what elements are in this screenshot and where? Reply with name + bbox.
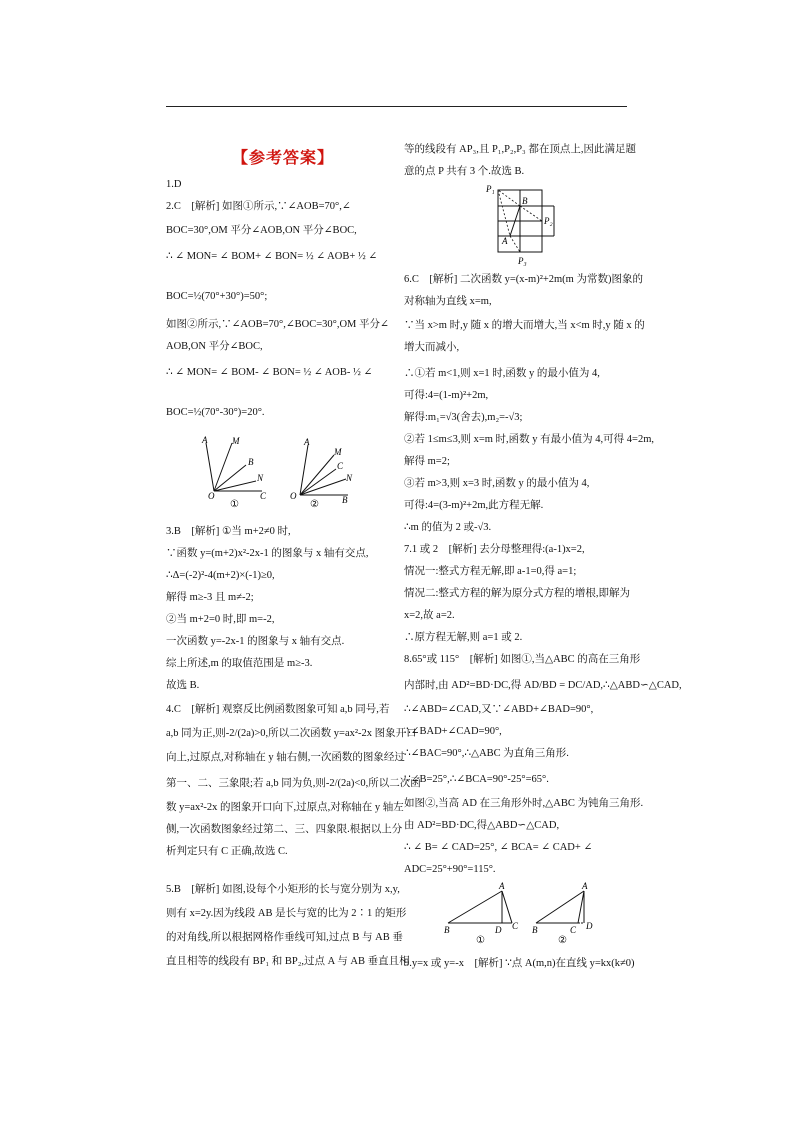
label-C: C (260, 491, 267, 501)
grid-figure (482, 184, 564, 271)
text-line: ∴ ∠ MON= ∠ BOM- ∠ BON= ½ ∠ AOB- ½ ∠ (166, 367, 373, 378)
text-line: AOB,ON 平分∠BOC, (166, 341, 263, 352)
text-line: ADC=25°+90°=115°. (404, 864, 496, 875)
angle-figure-1 (202, 435, 272, 512)
text-line: 情况一:整式方程无解,即 a-1=0,得 a=1; (404, 566, 577, 577)
text-line: 6.C [解析] 二次函数 y=(x-m)²+2m(m 为常数)图象的 (404, 274, 643, 285)
text-line: BOC=½(70°-30°)=20°. (166, 407, 265, 418)
text-line: 解得 m=2; (404, 456, 450, 467)
label-C: C (337, 461, 344, 471)
text-line: ∴∠ABD=∠CAD,又∵∠ABD+∠BAD=90°, (404, 704, 594, 715)
text-line: 对称轴为直线 x=m, (404, 296, 492, 307)
text-line: ∴∠BAC=90°,∴△ABC 为直角三角形. (404, 748, 569, 759)
text-line: 析判定只有 C 正确,故选 C. (166, 846, 288, 857)
label-A: A (304, 437, 310, 447)
text-line: 侧,一次函数图象经过第二、三、四象限.根据以上分 (166, 824, 403, 835)
text-line: 增大而减小, (404, 342, 460, 353)
label-A: A (582, 881, 588, 891)
text-line: 故选 B. (166, 680, 200, 691)
label-M: M (232, 436, 240, 446)
text-line: 解得 m≥-3 且 m≠-2; (166, 592, 254, 603)
text-line: 1.D (166, 179, 182, 190)
text-line: 直且相等的线段有 BP₁ 和 BP₂,过点 A 与 AB 垂直且相 (166, 956, 410, 967)
text-line: a,b 同为正,则-2/(2a)>0,所以二次函数 y=ax²-2x 图象开口 (166, 728, 417, 739)
label-A: A (499, 881, 505, 891)
text-line: 等的线段有 AP₃,且 P₁,P₂,P₃ 都在顶点上,因此满足题 (404, 144, 636, 155)
label-D: D (586, 921, 593, 931)
label-A: A (202, 435, 208, 445)
label-M: M (334, 447, 342, 457)
text-line: 可得:4=(3-m)²+2m,此方程无解. (404, 500, 544, 511)
text-line: ∴m 的值为 2 或-√3. (404, 522, 492, 533)
label-P2: P₂ (544, 216, 553, 226)
label-B: B (522, 196, 528, 206)
text-line: 解得:m₁=√3(舍去),m₂=-√3; (404, 412, 523, 423)
text-line: 综上所述,m 的取值范围是 m≥-3. (166, 658, 313, 669)
text-line: 9.y=x 或 y=-x [解析] ∵点 A(m,n)在直线 y=kx(k≠0) (404, 958, 635, 969)
label-C: C (570, 925, 577, 935)
text-line: ③若 m>3,则 x=3 时,函数 y 的最小值为 4, (404, 478, 590, 489)
text-line: 如图②所示,∵∠AOB=70°,∠BOC=30°,OM 平分∠ (166, 319, 389, 330)
label-B: B (248, 457, 254, 467)
label-B: B (444, 925, 450, 935)
caption-2: ② (558, 935, 567, 946)
top-rule (166, 106, 627, 107)
text-line: ∴原方程无解,则 a=1 或 2. (404, 632, 523, 643)
text-line: 向上,过原点,对称轴在 y 轴右侧,一次函数的图象经过 (166, 752, 405, 763)
answer-title: 【参考答案】 (232, 148, 335, 167)
text-line: 的对角线,所以根据网格作垂线可知,过点 B 与 AB 垂 (166, 932, 403, 943)
text-line: 2.C [解析] 如图①所示,∵∠AOB=70°,∠ (166, 201, 351, 212)
caption-1: ① (230, 499, 239, 510)
caption-1: ① (476, 935, 485, 946)
text-line: ∴ ∠ B= ∠ CAD=25°, ∠ BCA= ∠ CAD+ ∠ (404, 842, 593, 853)
text-line: 则有 x=2y.因为线段 AB 是长与宽的比为 2∶1 的矩形 (166, 908, 407, 919)
text-line: ∵函数 y=(m+2)x²-2x-1 的图象与 x 轴有交点, (166, 548, 369, 559)
text-line: 意的点 P 共有 3 个.故选 B. (404, 166, 525, 177)
text-line: BOC=30°,OM 平分∠AOB,ON 平分∠BOC, (166, 225, 357, 236)
triangle-figure-1 (442, 883, 522, 954)
text-line: ②当 m+2=0 时,即 m=-2, (166, 614, 275, 625)
text-line: ②若 1≤m≤3,则 x=m 时,函数 y 有最小值为 4,可得 4=2m, (404, 434, 654, 445)
label-O: O (208, 491, 215, 501)
text-line: 如图②,当高 AD 在三角形外时,△ABC 为钝角三角形. (404, 798, 644, 809)
text-line: 4.C [解析] 观察反比例函数图象可知 a,b 同号,若 (166, 704, 390, 715)
text-line: 3.B [解析] ①当 m+2≠0 时, (166, 526, 291, 537)
angle-figure-2 (288, 437, 358, 514)
text-line: 7.1 或 2 [解析] 去分母整理得:(a-1)x=2, (404, 544, 585, 555)
text-line: ∴ ∠ MON= ∠ BOM+ ∠ BON= ½ ∠ AOB+ ½ ∠ (166, 251, 378, 262)
text-line: ∴∠BAD+∠CAD=90°, (404, 726, 502, 737)
label-N: N (346, 473, 353, 483)
text-line: 5.B [解析] 如图,设每个小矩形的长与宽分别为 x,y, (166, 884, 400, 895)
label-B: B (532, 925, 538, 935)
text-line: 数 y=ax²-2x 的图象开口向下,过原点,对称轴在 y 轴左 (166, 802, 404, 813)
label-A: A (502, 236, 508, 246)
label-B: B (342, 495, 348, 505)
label-D: D (495, 925, 502, 935)
text-line: x=2,故 a=2. (404, 610, 455, 621)
triangle-figure-2 (530, 883, 610, 954)
text-line: BOC=½(70°+30°)=50°; (166, 291, 268, 302)
label-N: N (257, 473, 264, 483)
caption-2: ② (310, 499, 319, 510)
label-P3: P₃ (518, 256, 527, 266)
text-line: 一次函数 y=-2x-1 的图象与 x 轴有交点. (166, 636, 345, 647)
text-line: 内部时,由 AD²=BD·DC,得 AD/BD = DC/AD,∴△ABD∽△CAD, (404, 680, 682, 691)
text-line: ∴①若 m<1,则 x=1 时,函数 y 的最小值为 4, (404, 368, 600, 379)
text-line: ∴Δ=(-2)²-4(m+2)×(-1)≥0, (166, 570, 275, 581)
text-line: ∵当 x>m 时,y 随 x 的增大而增大,当 x<m 时,y 随 x 的 (404, 320, 645, 331)
text-line: 8.65°或 115° [解析] 如图①,当△ABC 的高在三角形 (404, 654, 641, 665)
text-line: ∵∠B=25°,∴∠BCA=90°-25°=65°. (404, 774, 549, 785)
text-line: 由 AD²=BD·DC,得△ABD∽△CAD, (404, 820, 560, 831)
text-line: 可得:4=(1-m)²+2m, (404, 390, 489, 401)
text-line: 第一、二、三象限;若 a,b 同为负,则-2/(2a)<0,所以二次函 (166, 778, 421, 789)
text-line: 情况二:整式方程的解为原分式方程的增根,即解为 (404, 588, 631, 599)
label-C: C (512, 921, 519, 931)
label-P1: P₁ (486, 184, 495, 194)
label-O: O (290, 491, 297, 501)
